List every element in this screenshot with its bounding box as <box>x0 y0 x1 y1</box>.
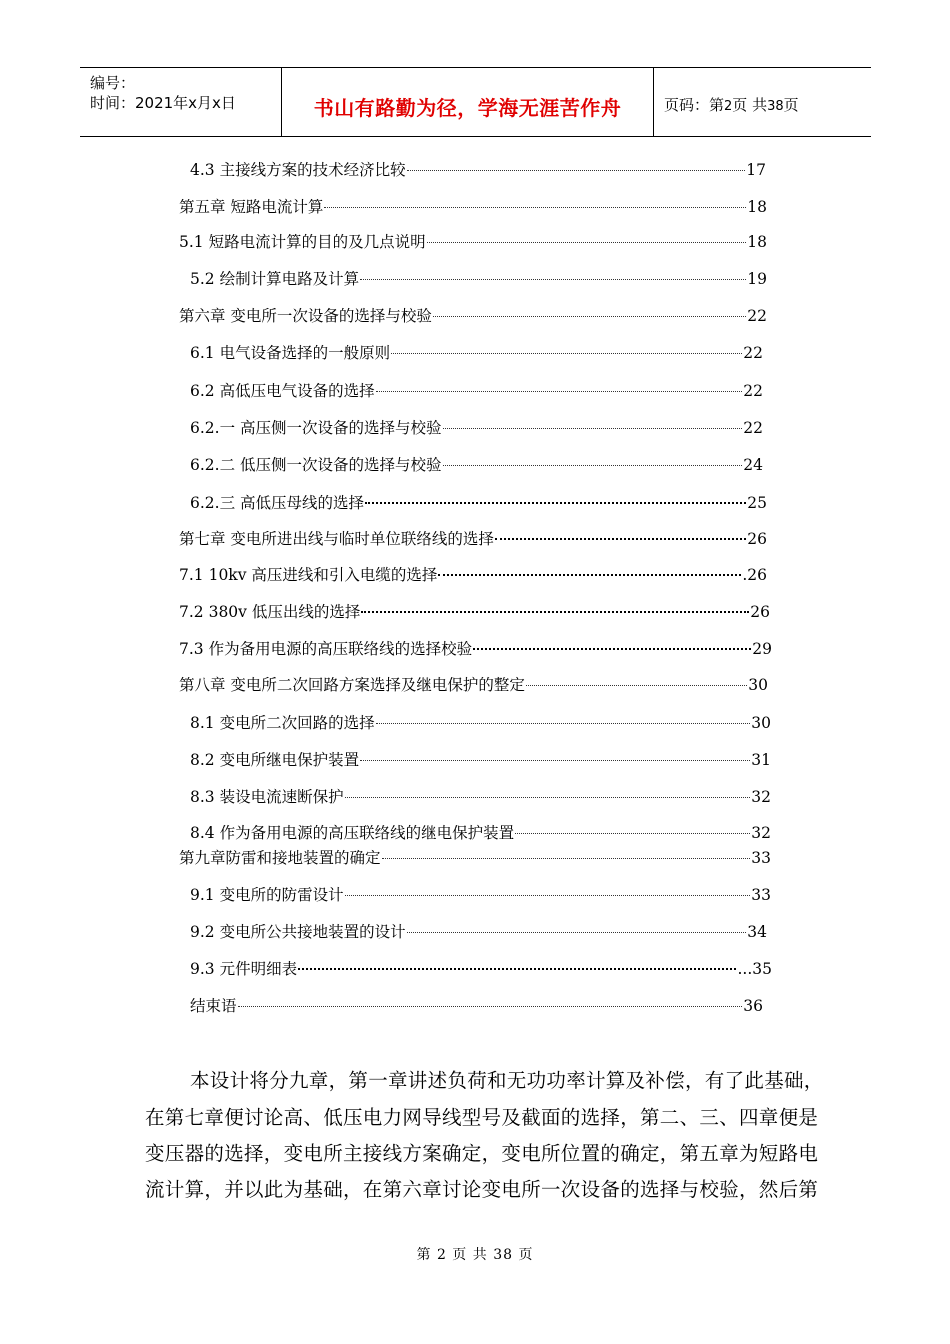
toc-item[interactable]: 第六章 变电所一次设备的选择与校验 22 <box>179 307 767 325</box>
toc-item[interactable]: 结束语 36 <box>190 997 763 1015</box>
toc-item[interactable]: 8.1 变电所二次回路的选择 30 <box>190 714 771 732</box>
toc-item[interactable]: 7.3 作为备用电源的高压联络线的选择校验 29 <box>179 640 772 658</box>
paragraph-line: 本设计将分九章，第一章讲述负荷和无功功率计算及补偿，有了此基础， <box>190 1069 824 1092</box>
toc-item[interactable]: 5.2 绘制计算电路及计算 19 <box>190 270 767 288</box>
motto-text: 书山有路勤为径，学海无涯苦作舟 <box>313 96 622 120</box>
toc-item[interactable]: 6.1 电气设备选择的一般原则 22 <box>190 344 763 362</box>
toc-item[interactable]: 6.2.一 高压侧一次设备的选择与校验 22 <box>190 419 763 437</box>
document-number-label: 编号： <box>90 74 136 92</box>
paragraph-line: 在第七章便讨论高、低压电力网导线型号及截面的选择，第二、三、四章便是 <box>145 1106 819 1129</box>
toc-item[interactable]: 9.3 元件明细表 ...35 <box>190 960 772 978</box>
paragraph-line: 流计算，并以此为基础，在第六章讨论变电所一次设备的选择与校验，然后第 <box>145 1178 819 1201</box>
toc-item[interactable]: 8.2 变电所继电保护装置 31 <box>190 751 771 769</box>
toc-item[interactable]: 第五章 短路电流计算 18 <box>179 198 767 216</box>
toc-item[interactable]: 6.2.三 高低压母线的选择 25 <box>190 494 767 512</box>
toc-item[interactable]: 第八章 变电所二次回路方案选择及继电保护的整定 30 <box>179 676 768 694</box>
toc-item[interactable]: 第九章防雷和接地装置的确定 33 <box>179 849 771 867</box>
toc-item[interactable]: 5.1 短路电流计算的目的及几点说明 18 <box>179 233 767 251</box>
page-indicator: 页码：第2页 共38页 <box>664 96 799 114</box>
toc-item[interactable]: 9.2 变电所公共接地装置的设计 34 <box>190 923 767 941</box>
toc-item[interactable]: 6.2 高低压电气设备的选择 22 <box>190 382 763 400</box>
toc-item[interactable]: 7.1 10kv 高压进线和引入电缆的选择 .26 <box>179 566 767 584</box>
toc-item[interactable]: 7.2 380v 低压出线的选择 26 <box>179 603 770 621</box>
toc-item[interactable]: 第七章 变电所进出线与临时单位联络线的选择 26 <box>179 530 767 548</box>
toc-item[interactable]: 9.1 变电所的防雷设计 33 <box>190 886 771 904</box>
document-date-label: 时间：2021年x月x日 <box>90 94 236 112</box>
toc-item[interactable]: 8.4 作为备用电源的高压联络线的继电保护装置 32 <box>190 824 771 842</box>
toc-item[interactable]: 6.2.二 低压侧一次设备的选择与校验 24 <box>190 456 763 474</box>
page-footer: 第 2 页 共 38 页 <box>416 1247 534 1263</box>
toc-item[interactable]: 4.3 主接线方案的技术经济比较 17 <box>190 161 766 179</box>
toc-item[interactable]: 8.3 装设电流速断保护 32 <box>190 788 771 806</box>
paragraph-line: 变压器的选择，变电所主接线方案确定，变电所位置的确定，第五章为短路电 <box>145 1142 819 1165</box>
